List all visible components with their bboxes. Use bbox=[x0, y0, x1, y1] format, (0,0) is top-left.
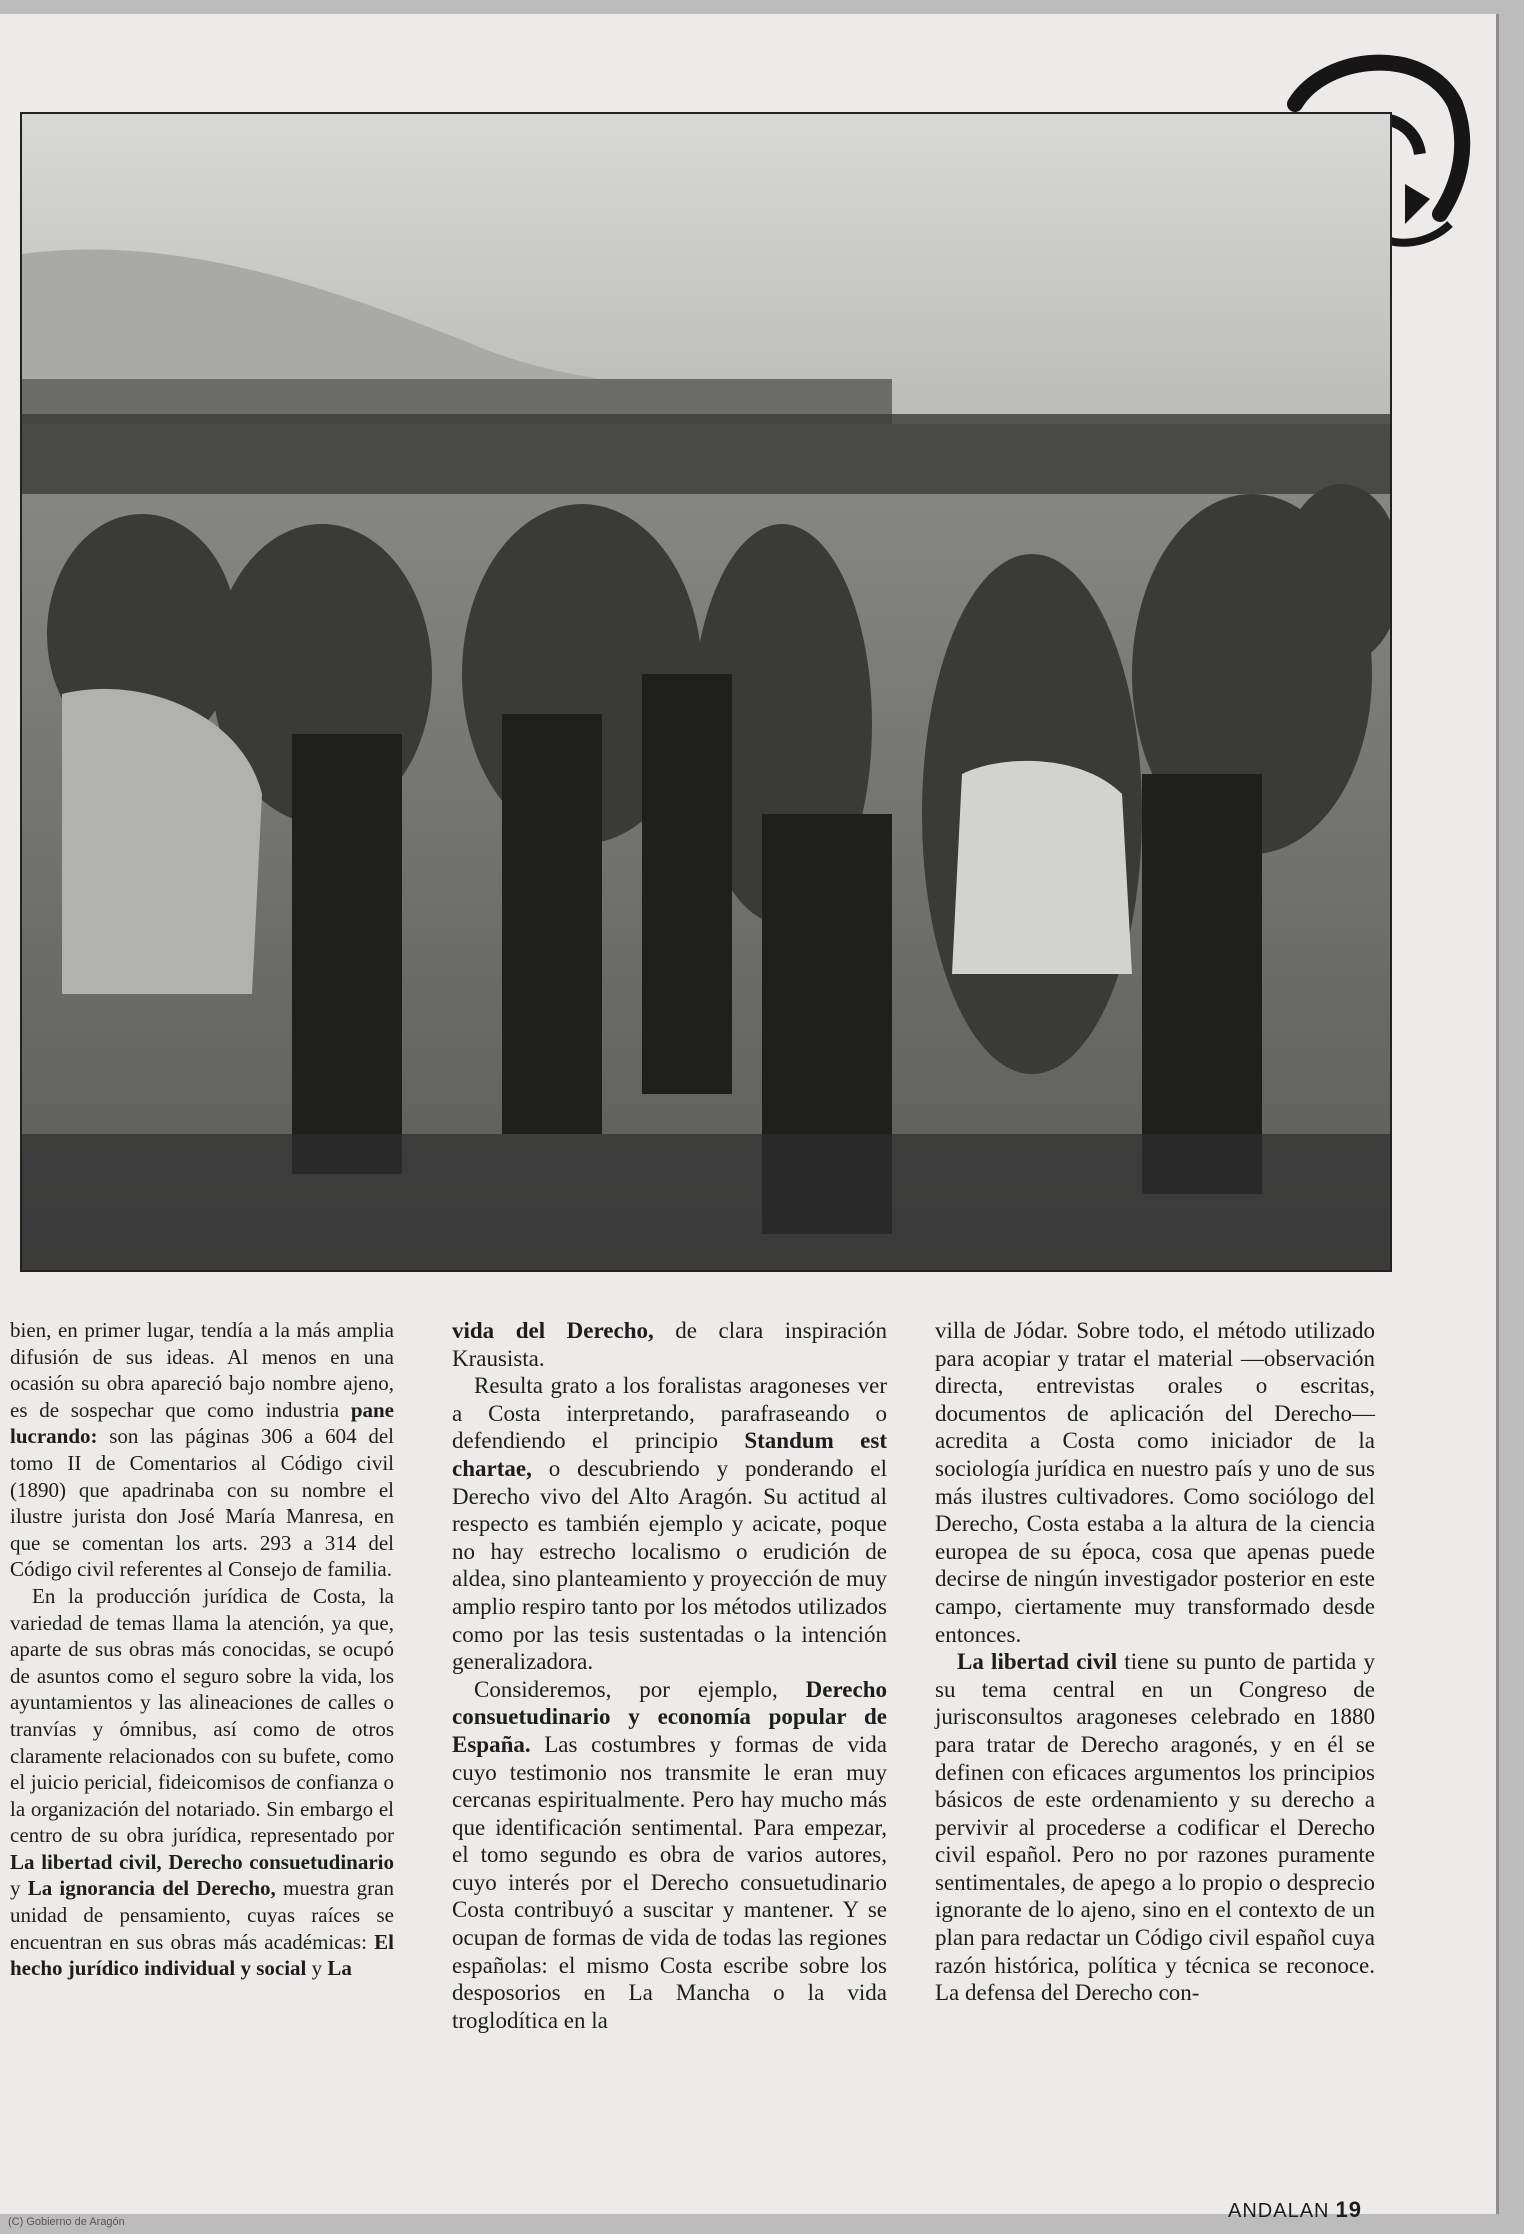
paragraph bbox=[452, 1372, 887, 1676]
bold-title-text: Standum est chartae, bbox=[452, 1428, 887, 1481]
paragraph bbox=[10, 1583, 394, 1982]
body-text: En la producción jurídica de Costa, la variedad de temas llama la atención, ya que, aparte de sus obras más conocidas, se ocupó de asuntos como el seguro sobre la vida, los ayuntamientos y las alineaciones de calles o tranvías y ómnibus, así como de otros claramente relacionados con su bufete, como el juicio pericial, fideicomisos de confianza o la organización del notariado. Sin embargo el centro de su obra jurídica, representado por bbox=[10, 1583, 394, 1848]
paragraph bbox=[10, 1317, 394, 1583]
body-text: villa de Jódar. Sobre todo, el método utilizado para acopiar y tratar el material —observación directa, entrevistas orales o escritas, documentos de aplicación del Derecho— acredita a Costa como iniciador de la sociología jurídica en nuestro país y uno de sus más ilustres cultivadores. Como sociólogo del Derecho, Costa estaba a la altura de la ciencia europea de su época, cosa que apenas puede decirse de ningún investigador posterior en este campo, ciertamente muy transformado desde entonces. bbox=[935, 1318, 1375, 1647]
body-text: o descubriendo y ponderando el Derecho vivo del Alto Aragón. Su actitud al respecto es también ejemplo y acicate, poque no hay estrecho localismo o erudición de aldea, sino planteamiento y proyección de muy amplio respiro tanto por los métodos utilizados como por las tesis sustentadas o la intención generalizadora. bbox=[452, 1455, 887, 1675]
bold-title-text: pane lucrando: bbox=[10, 1397, 394, 1449]
bold-title-text: El hecho jurídico individual y social bbox=[10, 1929, 394, 1981]
paragraph bbox=[452, 1676, 887, 2035]
bold-title-text: La ignorancia del Derecho, bbox=[27, 1876, 276, 1901]
article-column-3 bbox=[935, 1317, 1375, 2007]
bold-title-text: La libertad civil bbox=[957, 1649, 1118, 1675]
magazine-name: ANDALAN bbox=[1228, 2200, 1330, 2222]
body-text: de clara inspiración Krausista. bbox=[452, 1318, 887, 1371]
paragraph bbox=[935, 1317, 1375, 1648]
copyright-credit: (C) Gobierno de Aragón bbox=[8, 2216, 125, 2228]
body-text: son las páginas 306 a 604 del tomo II de Comentarios al Código civil (1890) que apadrinaba con su nombre el ilustre jurista don José María Manresa, en que se comentan los arts. 293 a 314 del Código civil referentes al Consejo de familia. bbox=[10, 1424, 394, 1582]
body-text: y bbox=[10, 1876, 28, 1901]
bold-title-text: Derecho consuetudinario y economía popular de España. bbox=[452, 1676, 887, 1757]
cattle-fair-photo bbox=[20, 112, 1392, 1272]
page-footer bbox=[1228, 2197, 1362, 2223]
body-text: tiene su punto de partida y su tema central en un Congreso de jurisconsultos aragoneses celebrado en 1880 para tratar de Derecho aragonés, y en él se definen con eficaces argumentos los principios básicos de este ordenamiento y su derecho a pervivir al procederse a codificar el Derecho civil español. Pero no por razones puramente sentimentales, de apego a lo propio o desprecio ignorante de lo ajeno, sino en el contexto de un plan para redactar un Código civil español cuya razón histórica, política y técnica se reconoce. La defensa del Derecho con- bbox=[935, 1649, 1375, 2006]
body-text: Las costumbres y formas de vida cuyo testimonio nos transmite le eran muy cercanas espiritualmente. Pero hay mucho más que identificación sentimental. Para empezar, el tomo segundo es obra de varios autores, cuyo interés por el Derecho consuetudinario Costa contribuyó a suscitar y mantener. Y se ocupan de formas de vida de todas las regiones españolas: el mismo Costa escribe sobre los desposorios en La Mancha o la vida troglodítica en la bbox=[452, 1731, 887, 2033]
page-number: 19 bbox=[1335, 2197, 1362, 2222]
body-text: bien, en primer lugar, tendía a la más amplia difusión de sus ideas. Al menos en una ocasión su obra apareció bajo nombre ajeno, es de sospechar que como industria bbox=[10, 1318, 394, 1422]
body-text: Consideremos, por ejemplo, bbox=[474, 1676, 806, 1702]
bold-title-text: La libertad civil, Derecho consuetudinario bbox=[10, 1849, 394, 1874]
article-column-2 bbox=[452, 1317, 887, 2034]
paragraph bbox=[452, 1317, 887, 1372]
article-column-1 bbox=[10, 1317, 394, 1982]
body-text: Resulta grato a los foralistas aragoneses ver a Costa interpretando, parafraseando o defendiendo el principio bbox=[452, 1373, 887, 1454]
bold-title-text: La bbox=[327, 1956, 352, 1981]
body-text: y bbox=[306, 1956, 328, 1981]
paragraph bbox=[935, 1648, 1375, 2007]
body-text: muestra gran unidad de pensamiento, cuyas raíces se encuentran en sus obras más académicas: bbox=[10, 1876, 394, 1954]
bold-title-text: vida del Derecho, bbox=[452, 1318, 654, 1343]
